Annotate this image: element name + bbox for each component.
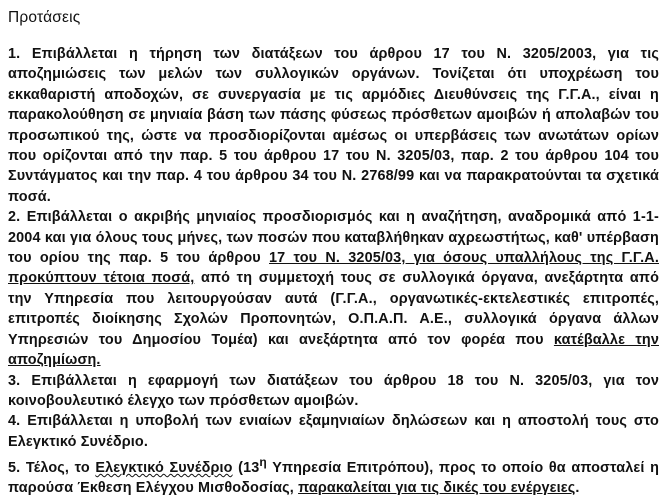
proposal-5-text-d: Υπηρεσία Επιτρόπου), προς το οποίο θα αποσταλεί η παρούσα Έκθεση Ελέγχου Μισθοδοσίας, — [8, 459, 660, 497]
proposal-2-text-a: 2. Επιβάλλεται ο ακριβής μηνιαίος προσδιορισμός και η αναζήτηση, αναδρομικά από 1-1-2004 και για όλους τους μήνες, των ποσών που καταβλήθηκαν αχρεωστήτως, καθ' υπέρβαση του ορίου της παρ. 5 του άρθρου — [8, 209, 659, 267]
proposal-5-underlined-court: Ελεγκτικό Συνέδριο — [95, 459, 233, 476]
proposal-5-text-f: . — [575, 480, 580, 497]
proposal-2-underlined-ending: κατέβαλλε την αποζημίωση. — [8, 331, 659, 369]
proposal-5-superscript: η — [259, 455, 267, 470]
proposal-2-underlined-text: 17 του Ν. 3205/03, για όσους υπαλλήλους της Γ.Γ.Α. προκύπτουν τέτοια ποσά, — [8, 250, 659, 287]
proposal-2-text-c: από τη συμμετοχή τους σε συλλογικά όργανα, ανεξάρτητα από την Υπηρεσία που λειτουργούσαν αυτά (Γ.Γ.Α., οργανωτικές-εκτελεστικές επιτροπές, επιτροπές διοίκησης Σχολών Προπονητών, Ο.Π.Α.Π. Α.Ε., συλλογικά όργανα άλλων Υπηρεσιών του Δημοσίου Τομέα) και ανεξάρτητα από τον φορέα που — [8, 270, 660, 348]
proposal-5 — [8, 452, 659, 499]
proposal-2 — [8, 207, 659, 370]
proposal-5-underlined-request: παρακαλείται για τις δικές του ενέργειες — [298, 480, 576, 497]
proposal-5-text-c: (13 — [232, 459, 260, 476]
page-title: Προτάσεις — [8, 9, 81, 26]
proposal-5-text-a: 5. Τέλος, το — [8, 459, 96, 476]
proposal-4: 4. Επιβάλλεται η υποβολή των ενιαίων εξαμηνιαίων δηλώσεων και η αποστολή τους στο Ελεγκτικό Συνέδριο. — [8, 413, 659, 450]
proposal-1: 1. Επιβάλλεται η τήρηση των διατάξεων του άρθρου 17 του Ν. 3205/2003, για τις αποζημιώσεις των μελών των συλλογικών οργάνων. Τονίζεται ότι υποχρέωση του εκκαθαριστή αποδοχών, σε συνεργασία με τις αρμόδιες Διευθύνσεις της Γ.Γ.Α., είναι η παρακολούθηση σε μηνιαία βάση των πάσης φύσεως πρόσθετων αμοιβών ή απολαβών του προσωπικού της, ώστε να προσδιορίζονται αμέσως οι υπερβάσεις των ανωτάτων ορίων που ορίζονται από την παρ. 5 του άρθρου 17 του Ν. 3205/03, παρ. 2 του άρθρου 104 του Συντάγματος και την παρ. 4 του άρθρου 34 του Ν. 2768/99 και να παρακρατούνται τα σχετικά ποσά. — [8, 46, 659, 205]
proposal-3: 3. Επιβάλλεται η εφαρμογή των διατάξεων του άρθρου 18 του Ν. 3205/03, για τον κοινοβουλευτικό έλεγχο των πρόσθετων αμοιβών. — [8, 372, 659, 409]
